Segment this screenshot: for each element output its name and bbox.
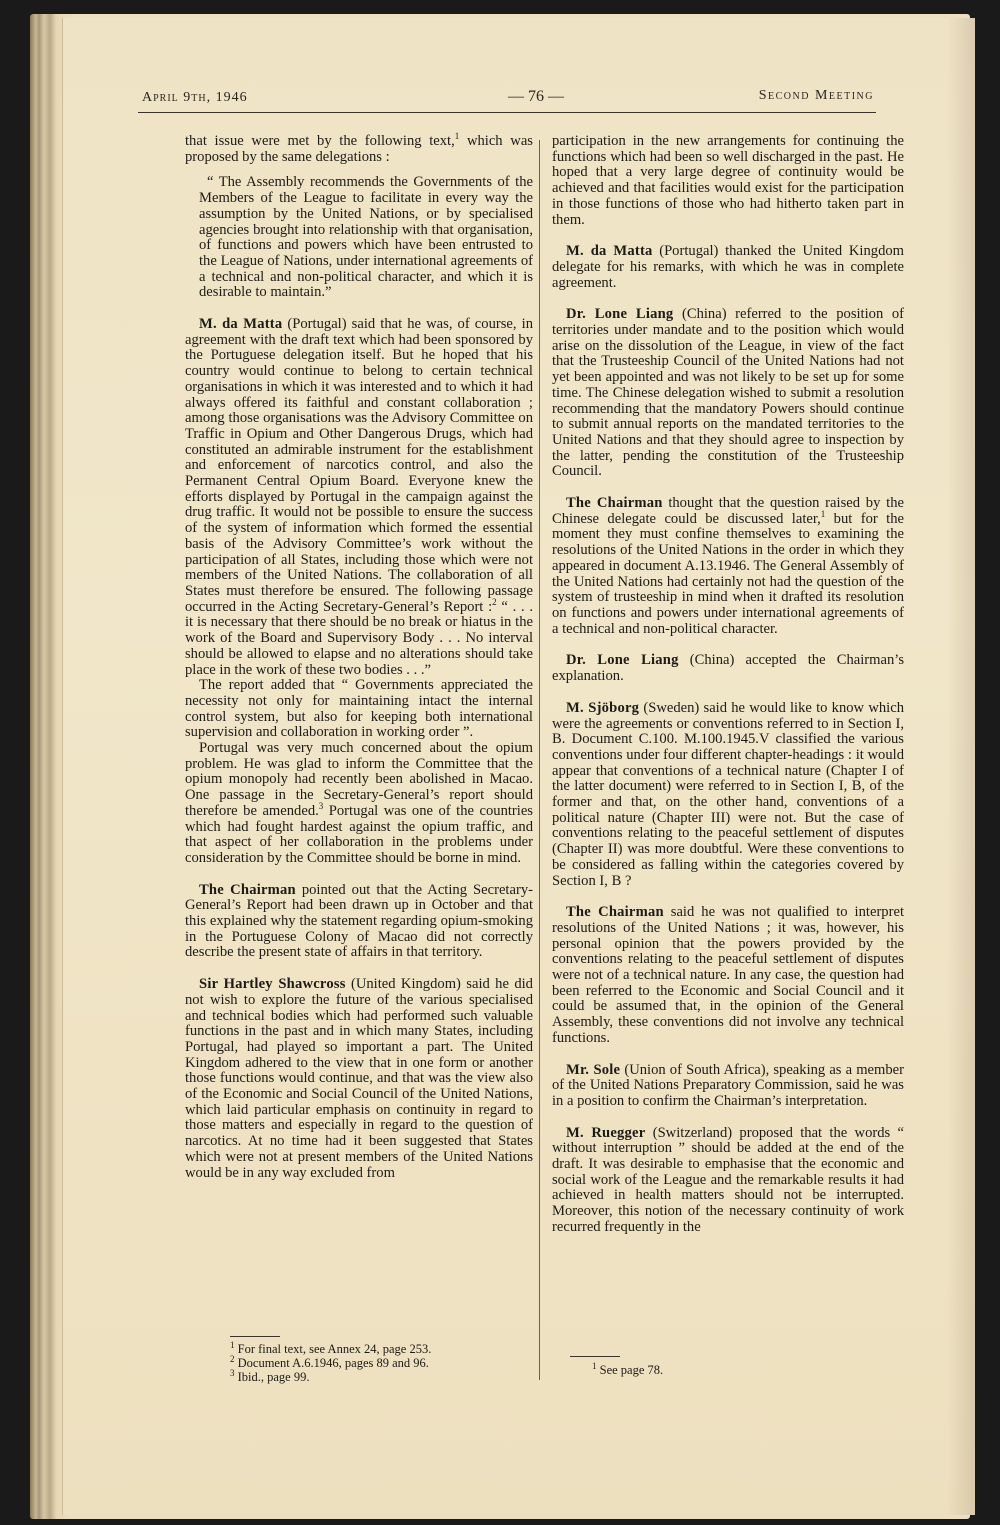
speech-paragraph: The Chairman thought that the question raised by the Chinese delegate could be discussed later,$^1$ but for the moment they must confine themselves to examining the resolutions of the United Nations in the order in which they appeared in document A.13.1946. The General Assembly of the United Nations had certainly not had the question of the system of trusteeship in mind when it drafted its resolution on functions and powers under international agreements of a technical and non-political character. bbox=[552, 495, 904, 637]
footnote-rule bbox=[230, 1336, 280, 1337]
paragraph: Portugal was very much concerned about the opium problem. He was glad to inform the Committee that the opium monopoly had recently been abolished in Macao. One passage in the Secretary-General’s report should therefore be amended.$^3$ Portugal was one of the countries which had fought hardest against the opium traffic, and that aspect of her collaboration in the problems under consideration by the Committee should be borne in mind. bbox=[185, 740, 533, 866]
footnote-ref: 1 bbox=[454, 131, 460, 142]
header-rule bbox=[138, 112, 876, 113]
right-footnotes bbox=[584, 1360, 664, 1377]
paragraph: The report added that “ Governments appreciated the necessity not only for maintaining intact the internal control system, but also for keeping both international supervision and collaboration in working order ”. bbox=[185, 677, 533, 741]
header-section: Second Meeting bbox=[758, 88, 874, 103]
speech-paragraph: Mr. Sole (Union of South Africa), speaking as a member of the United Nations Preparatory Commission, said he was in a position to confirm the Chairman’s interpretation. bbox=[552, 1061, 905, 1109]
speech-paragraph: The Chairman pointed out that the Acting Secretary-General’s Report had been drawn up in October and that this explained why the statement regarding opium-smoking in the Portuguese Colony of Macao did not correctly describe the present state of affairs in that territory. bbox=[185, 881, 533, 961]
speaker-name: The Chairman bbox=[566, 495, 663, 512]
left-column bbox=[185, 131, 533, 1181]
left-footnotes bbox=[222, 1339, 432, 1384]
footnote-rule bbox=[570, 1356, 620, 1357]
speaker-name: The Chairman bbox=[199, 881, 296, 898]
speaker-name: M. Ruegger bbox=[566, 1124, 646, 1141]
footnote: $^2$ Document A.6.1946, pages 89 and 96. bbox=[230, 1353, 429, 1370]
footnote: $^1$ See page 78. bbox=[592, 1360, 664, 1377]
speech-paragraph: Dr. Lone Liang (China) accepted the Chairman’s explanation. bbox=[552, 652, 904, 685]
footnote-ref: 2 bbox=[492, 596, 497, 607]
page-number: — 76 — bbox=[508, 88, 564, 105]
paragraph: that issue were met by the following text,$^1$ which was proposed by the same delegations : bbox=[185, 131, 533, 165]
speaker-name: Sir Hartley Shawcross bbox=[199, 976, 346, 993]
quoted-resolution: “ The Assembly recommends the Governments of the Members of the League to facilitate in every way the assumption by the United Nations, or by specialised agencies brought into relationship with that organisation, of functions and powers which have been entrusted to the League of Nations, under international agreements of a technical and non-political character, and which it is desirable to maintain.” bbox=[199, 174, 533, 301]
speech-paragraph: M. da Matta (Portugal) thanked the United Kingdom delegate for his remarks, with which he was in complete agreement. bbox=[552, 243, 905, 291]
speech-paragraph: The Chairman said he was not qualified to interpret resolutions of the United Nations ; it was, however, his personal opinion that the powers provided by the conventions relating to the peaceful settlement of disputes were not of a technical nature. In any case, the question had been referred to the Economic and Social Council and it could be assumed that, in the opinion of the General Assembly, these conventions did not involve any technical functions. bbox=[552, 904, 904, 1046]
speaker-name: Dr. Lone Liang bbox=[566, 306, 674, 323]
speaker-name: Dr. Lone Liang bbox=[566, 652, 679, 669]
paragraph: participation in the new arrangements for continuing the functions which had been so well discharged in the past. He hoped that a very large degree of continuity would be achieved and that facilities would exist for the participation in those functions of those who had hitherto taken part in them. bbox=[552, 133, 904, 228]
running-header bbox=[138, 88, 876, 110]
speaker-name: M. Sjöborg bbox=[566, 699, 640, 716]
speaker-name: M. da Matta bbox=[199, 316, 283, 333]
column-divider bbox=[539, 140, 540, 1380]
footnote: $^3$ Ibid., page 99. bbox=[230, 1367, 310, 1384]
speaker-name: M. da Matta bbox=[566, 243, 653, 260]
speech-paragraph: M. Ruegger (Switzerland) proposed that the words “ without interruption ” should be added at the end of the draft. It was desirable to emphasise that the economic and social work of the League and the remarkable results it had achieved in health matters should not be interrupted. Moreover, this notion of the necessary continuity of work recurred frequently in the bbox=[552, 1124, 904, 1235]
speech-paragraph: M. Sjöborg (Sweden) said he would like to know which were the agreements or conventions referred to in Section I, B. Document C.100. M.100.1945.V classified the various conventions under four different chapter-headings : it would appear that conventions of a technical nature (Chapter I of the latter document) were referred to in Section I, B, of the former and that, on the other hand, conventions of a political nature (Chapter III) were not. But the case of conventions relating to the peaceful settlement of disputes (Chapter II) was more doubtful. Were these conventions to be considered as falling within the categories covered by Section I, B ? bbox=[552, 699, 904, 889]
speech-paragraph: Dr. Lone Liang (China) referred to the position of territories under mandate and to the position which would arise on the dissolution of the League, in view of the fact that the Trusteeship Council of the United Nations had not yet been appointed and was not likely to be set up for some time. The Chinese delegation wished to submit a resolution recommending that the mandatory Powers should continue to submit annual reports on the mandated territories to the United Nations and that they should agree to inspection by the latter, pending the constitution of the Trusteeship Council. bbox=[552, 306, 904, 480]
speaker-name: The Chairman bbox=[566, 904, 664, 921]
page-curvature-shadow bbox=[947, 18, 975, 1515]
footnote: $^1$ For final text, see Annex 24, page 253. bbox=[230, 1339, 432, 1356]
speaker-name: Mr. Sole bbox=[566, 1061, 621, 1078]
speech-paragraph: M. da Matta (Portugal) said that he was, of course, in agreement with the draft text which had been sponsored by the Portuguese delegation itself. But he hoped that his country would continue to belong to certain technical organisations in which it was interested and to which it had always offered its faithful and constant collaboration ; among those organisations was the Advisory Committee on Traffic in Opium and Other Dangerous Drugs, which had constituted an admirable instrument for the establishment and enforcement of narcotics control, and also the Permanent Central Opium Board. Everyone knew the efforts displayed by Portugal in the campaign against the drug traffic. It would not be possible to ensure the success of the system of information which formed the essential basis of the Advisory Committee’s work without the participation of all States, including those which were not members of the United Nations. The collaboration of all States must therefore be ensured. The following passage occurred in the Acting Secretary-General’s Report :$^2$ “ . . . it is necessary that there should be no break or hiatus in the work of the Board and Supervisory Body . . . No interval should be allowed to elapse and no alterations should take place in the work of these two bodies . . .” bbox=[185, 316, 533, 678]
speech-paragraph: Sir Hartley Shawcross (United Kingdom) said he did not wish to explore the future of the various specialised and technical bodies which had performed such valuable functions in the past and in which many States, including Portugal, had played so important a part. The United Kingdom adhered to the view that in one form or another those functions would continue, and that was the view also of the Economic and Social Council of the United Nations, which laid particular emphasis on continuity in regard to those matters and especially in regard to the question of narcotics. At no time had it been suggested that States which were not at present members of the United Nations would be in any way excluded from bbox=[185, 976, 533, 1181]
footnote-ref: 3 bbox=[318, 800, 324, 811]
footnote-ref: 1 bbox=[820, 508, 826, 519]
right-column bbox=[552, 134, 904, 1236]
header-date: April 9th, 1946 bbox=[142, 90, 248, 105]
